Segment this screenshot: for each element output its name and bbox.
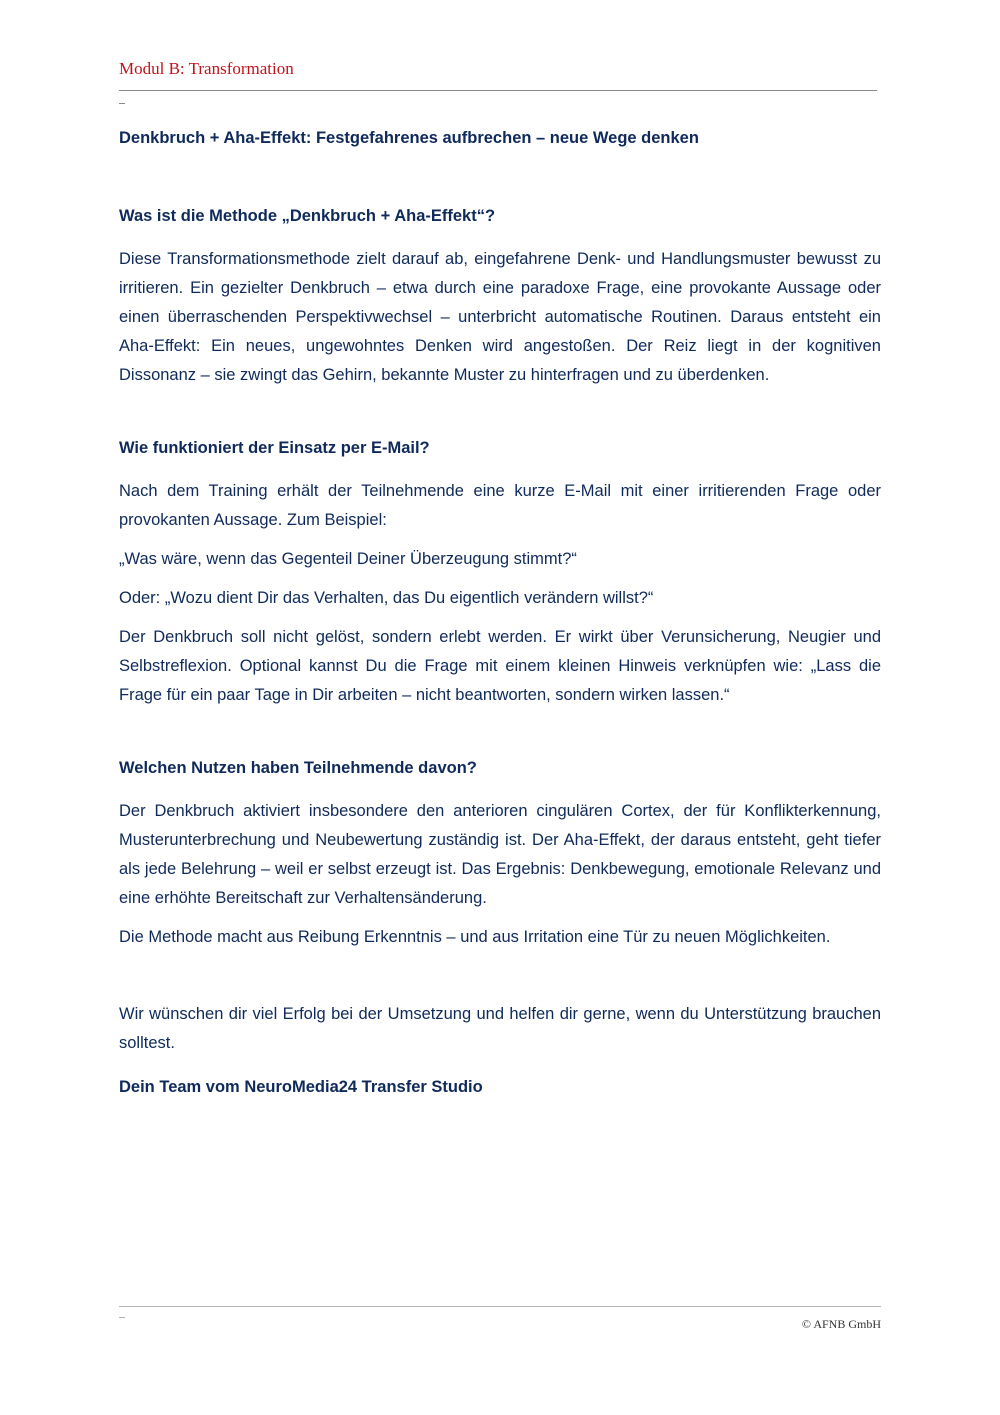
signature: Dein Team vom NeuroMedia24 Transfer Studio bbox=[119, 1078, 483, 1096]
header-divider-mark bbox=[119, 103, 125, 104]
section-benefits bbox=[119, 758, 881, 952]
example-question: „Was wäre, wenn das Gegenteil Deiner Überzeugung stimmt?“ bbox=[119, 550, 577, 568]
example-question: Oder: „Wozu dient Dir das Verhalten, das Du eigentlich verändern willst?“ bbox=[119, 589, 654, 607]
footer-divider-mark bbox=[119, 1317, 125, 1318]
document-title: Denkbruch + Aha-Effekt: Festgefahrenes aufbrechen – neue Wege denken bbox=[119, 129, 699, 147]
section-heading: Wie funktioniert der Einsatz per E-Mail? bbox=[119, 439, 430, 457]
module-header: Modul B: Transformation bbox=[119, 59, 294, 78]
section-email-usage bbox=[119, 438, 881, 710]
section-paragraph: Der Denkbruch soll nicht gelöst, sondern erlebt werden. Er wirkt über Verunsicherung, Neugier und Selbstreflexion. Optional kannst Du die Frage mit einem kleinen Hinweis verknüpfen wie: „Lass die Frage für ein paar Tage in Dir arbeiten – nicht beantworten, sondern wirken lassen.“ bbox=[119, 628, 881, 704]
closing bbox=[119, 1000, 881, 1097]
document-body bbox=[119, 128, 881, 1097]
section-what-is-method bbox=[119, 206, 881, 390]
header-divider bbox=[119, 90, 877, 91]
section-heading: Was ist die Methode „Denkbruch + Aha-Effekt“? bbox=[119, 207, 496, 225]
section-paragraph: Die Methode macht aus Reibung Erkenntnis – und aus Irritation eine Tür zu neuen Möglichkeiten. bbox=[119, 928, 831, 946]
closing-message: Wir wünschen dir viel Erfolg bei der Umsetzung und helfen dir gerne, wenn du Unterstützung brauchen solltest. bbox=[119, 1005, 881, 1052]
footer-divider bbox=[119, 1306, 881, 1307]
section-heading: Welchen Nutzen haben Teilnehmende davon? bbox=[119, 759, 477, 777]
copyright-notice: © AFNB GmbH bbox=[801, 1317, 881, 1331]
section-paragraph: Der Denkbruch aktiviert insbesondere den anterioren cingulären Cortex, der für Konflikterkennung, Musterunterbrechung und Neubewertung zuständig ist. Der Aha-Effekt, der daraus entsteht, geht tiefer als jede Belehrung – weil er selbst erzeugt ist. Das Ergebnis: Denkbewegung, emotionale Relevanz und eine erhöhte Bereitschaft zur Verhaltensänderung. bbox=[119, 802, 881, 907]
section-paragraph: Diese Transformationsmethode zielt darauf ab, eingefahrene Denk- und Handlungsmuster bewusst zu irritieren. Ein gezielter Denkbruch – etwa durch eine paradoxe Frage, eine provokante Aussage oder einen überraschenden Perspektivwechsel – unterbricht automatische Routinen. Daraus entsteht ein Aha-Effekt: Ein neues, ungewohntes Denken wird angestoßen. Der Reiz liegt in der kognitiven Dissonanz – sie zwingt das Gehirn, bekannte Muster zu hinterfragen und zu überdenken. bbox=[119, 250, 881, 384]
section-paragraph: Nach dem Training erhält der Teilnehmende eine kurze E-Mail mit einer irritierenden Frage oder provokanten Aussage. Zum Beispiel: bbox=[119, 482, 881, 529]
